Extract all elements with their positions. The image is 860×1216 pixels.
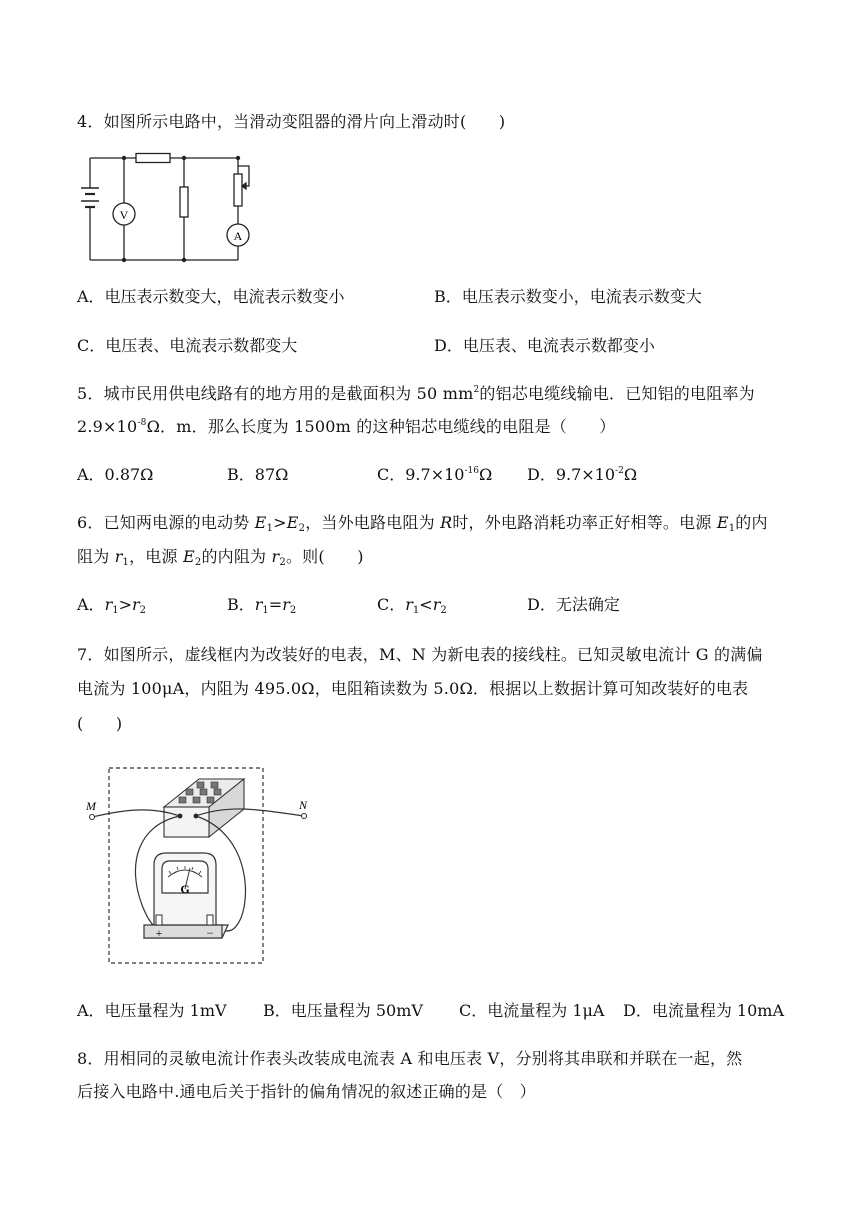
q7-option-a: A．电压量程为 1mV — [77, 1001, 227, 1020]
voltmeter-label: V — [119, 208, 129, 222]
q6-option-d: D．无法确定 — [527, 595, 620, 614]
q6-line2: 阻为 $r_1$，电源 $E_2$的内阻为 $r_2$。则( ) — [77, 547, 364, 568]
galvanometer-label: G — [180, 882, 190, 896]
q5-option-c: C．$9.7\times 10^{-16}\Omega$ — [377, 465, 493, 484]
q6-option-c: C．$r_1<r_2$ — [377, 595, 447, 616]
q7-line3: ( ) — [77, 714, 123, 733]
terminal-n-label: N — [299, 798, 308, 812]
ammeter-label: A — [233, 229, 243, 243]
q8-line1: 8．用相同的灵敏电流计作表头改装成电流表 A 和电压表 V，分别将其串联和并联在一起，然 — [77, 1049, 743, 1068]
plus-terminal-label: + — [155, 926, 163, 940]
q5-option-a: A．0.87Ω — [77, 465, 154, 484]
q5-line1: 5．城市民用供电线路有的地方用的是截面积为 50 $mm^2$的铝芯电缆线输电．已知铝的电阻率为 — [77, 384, 755, 403]
q8-line2: 后接入电路中.通电后关于指针的偏角情况的叙述正确的是（ ） — [77, 1082, 536, 1101]
q6-option-b: B．$r_1=r_2$ — [227, 595, 297, 616]
q4-stem: 4．如图所示电路中，当滑动变阻器的滑片向上滑动时( ) — [77, 112, 506, 131]
q7-line2: 电流为 100μA，内阻为 495.0Ω，电阻箱读数为 5.0Ω．根据以上数据计算可知改装好的电表 — [77, 679, 749, 698]
q7-line1: 7．如图所示，虚线框内为改装好的电表，M、N 为新电表的接线柱。已知灵敏电流计 G 的满偏 — [77, 645, 763, 664]
q5-line2: $2.9\times 10^{-8}\Omega$．m．那么长度为 1500m 的这种铝芯电缆线的电阻是（ ） — [77, 417, 616, 436]
q4-option-c: C．电压表、电流表示数都变大 — [77, 336, 298, 355]
minus-terminal-label: − — [206, 926, 214, 940]
q7-meter-diagram — [82, 765, 322, 970]
terminal-m-label: M — [86, 799, 96, 813]
q4-option-b: B．电压表示数变小，电流表示数变大 — [434, 287, 702, 306]
q7-option-b: B．电压量程为 50mV — [263, 1001, 423, 1020]
q6-option-a: A．$r_1>r_2$ — [77, 595, 147, 616]
q7-option-d: D．电流量程为 10mA — [623, 1001, 785, 1020]
q6-line1: 6．已知两电源的电动势 $E_1>E_2$，当外电路电阻为 R时，外电路消耗功率正好相等。电源 $E_1$的内 — [77, 513, 768, 534]
q5-option-d: D．$9.7\times 10^{-2}\Omega$ — [527, 465, 638, 484]
q7-option-c: C．电流量程为 1μA — [459, 1001, 605, 1020]
q5-option-b: B．87Ω — [227, 465, 289, 484]
q4-option-d: D．电压表、电流表示数都变小 — [434, 336, 655, 355]
q4-circuit-diagram — [78, 150, 278, 265]
q4-option-a: A．电压表示数变大，电流表示数变小 — [77, 287, 345, 306]
